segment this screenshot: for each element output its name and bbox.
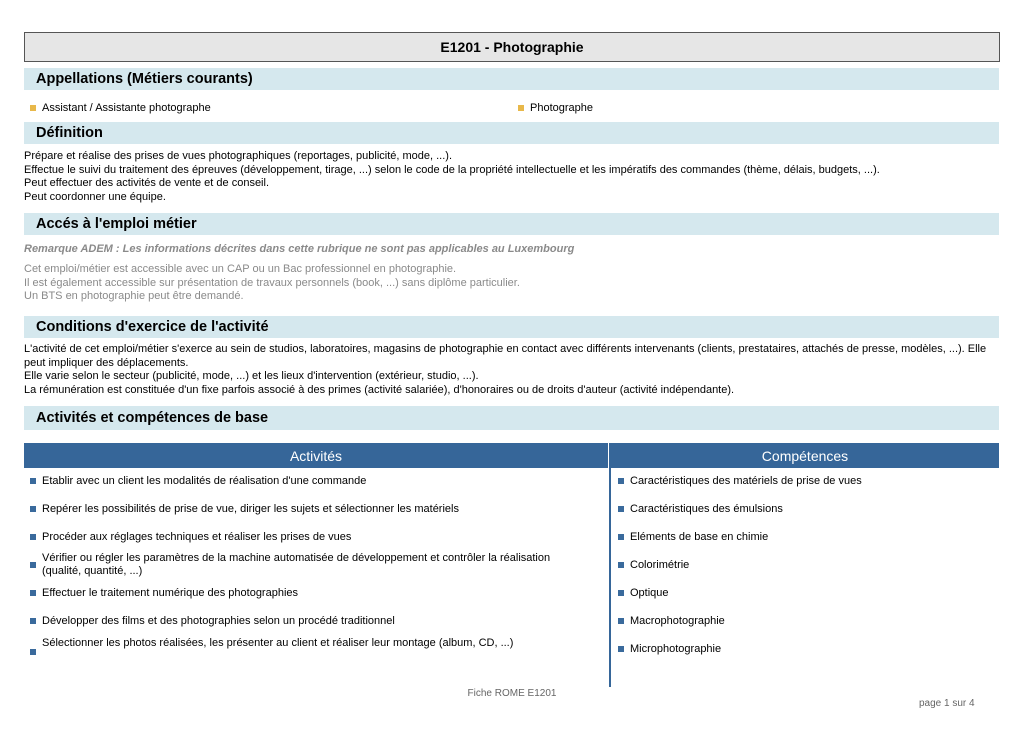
bullet-icon [30,590,36,596]
bullet-icon [618,506,624,512]
bullet-icon [30,618,36,624]
competence-label: Eléments de base en chimie [630,530,769,543]
activite-label: Procéder aux réglages techniques et réaliser les prises de vues [42,530,352,543]
definition-line: Prépare et réalise des prises de vues photographiques (reportages, publicité, mode, ...). [24,150,453,162]
competence-label: Microphotographie [630,642,722,655]
competence-label: Colorimétrie [630,558,690,571]
appellation-label: Assistant / Assistante photographe [42,102,211,114]
competence-label: Caractéristiques des matériels de prise de vues [630,474,862,487]
definition-line: Peut effectuer des activités de vente et de conseil. [24,177,270,189]
activite-label: Effectuer le traitement numérique des photographies [42,586,299,599]
activite-label: Sélectionner les photos réalisées, les présenter au client et réaliser leur montage (album, CD, ...) [42,636,514,649]
competence-item [618,558,998,572]
appellation-item [518,102,593,114]
competence-label: Caractéristiques des émulsions [630,502,783,515]
activite-item [30,530,600,544]
appellation-label: Photographe [530,102,593,114]
definition-line: Peut coordonner une équipe. [24,190,166,203]
activite-item [30,552,570,578]
bullet-icon [618,534,624,540]
activite-label: Repérer les possibilités de prise de vue, diriger les sujets et sélectionner les matériels [42,502,459,515]
conditions-line: L'activité de cet emploi/métier s'exerce au sein de studios, laboratoires, magasins de photographie en contact avec différents intervenants (clients, prestataires, attachés de presse, modèles, ...). Elle peut impliquer des déplacements. [24,343,987,369]
bullet-icon [30,478,36,484]
activite-item [30,614,600,628]
section-appellations-header: Appellations (Métiers courants) [24,68,999,90]
acces-text [24,263,1004,304]
bullet-icon [518,105,524,111]
competence-item [618,642,998,656]
acces-line: Il est également accessible sur présentation de travaux personnels (book, ...) sans diplôme particulier. [24,276,520,289]
bullet-icon [618,646,624,652]
activite-label: Vérifier ou régler les paramètres de la machine automatisée de développement et contrôler la réalisation (qualité, quantité, ...) [42,552,551,577]
conditions-text [24,343,1000,397]
acces-line: Cet emploi/métier est accessible avec un CAP ou un Bac professionnel en photographie. [24,263,457,275]
column-divider [609,443,611,687]
bullet-icon [30,506,36,512]
definition-line: Effectue le suivi du traitement des épreuves (développement, tirage, ...) selon le code de la propriété intellectuelle et les impératifs des commandes (thème, délais, budgets, ...). [24,163,880,176]
acces-line: Un BTS en photographie peut être demandé. [24,290,244,302]
competence-item [618,614,998,628]
appellation-item [30,102,211,114]
bullet-icon [618,590,624,596]
acces-remark: Remarque ADEM : Les informations décrites dans cette rubrique ne sont pas applicables au Luxembourg [24,243,575,255]
competence-item [618,502,998,516]
table-header-activites: Activités [24,443,608,468]
bullet-icon [618,618,624,624]
definition-text [24,150,1004,204]
competence-label: Optique [630,586,669,599]
footer-page-number: page 1 sur 4 [919,698,975,709]
activite-item [30,502,600,516]
bullet-icon [30,562,36,568]
activite-item [30,586,600,600]
activite-label: Développer des films et des photographies selon un procédé traditionnel [42,614,395,627]
conditions-line: La rémunération est constituée d'un fixe parfois associé à des primes (activité salariée), d'honoraires ou de droits d'auteur (activité indépendante). [24,383,735,396]
section-acces-header: Accés à l'emploi métier [24,213,999,235]
competence-item [618,586,998,600]
activite-item [30,474,600,488]
bullet-icon [30,649,36,655]
section-definition-header: Définition [24,122,999,144]
competence-item [618,530,998,544]
section-activites-header: Activités et compétences de base [24,406,999,430]
competence-label: Macrophotographie [630,614,725,627]
bullet-icon [618,562,624,568]
bullet-icon [618,478,624,484]
page-title: E1201 - Photographie [24,32,1000,62]
competence-item [618,474,998,488]
section-conditions-header: Conditions d'exercice de l'activité [24,316,999,338]
table-header-competences: Compétences [611,443,999,468]
footer-fiche-label: Fiche ROME E1201 [467,688,557,699]
bullet-icon [30,534,36,540]
bullet-icon [30,105,36,111]
activite-label: Etablir avec un client les modalités de réalisation d'une commande [42,474,367,487]
activite-item [30,636,600,650]
conditions-line: Elle varie selon le secteur (publicité, mode, ...) et les lieux d'intervention (extérieur, studio, ...). [24,370,479,382]
